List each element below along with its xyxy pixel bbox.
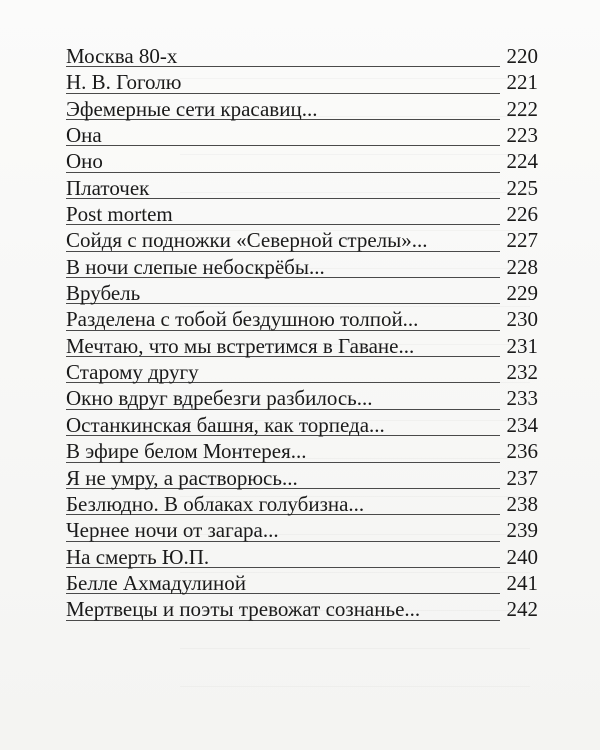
toc-entry-page-number: 234 xyxy=(506,412,538,437)
toc-entry-page-number: 241 xyxy=(506,570,538,595)
table-of-contents xyxy=(66,43,538,623)
toc-entry-page-number: 239 xyxy=(506,518,538,543)
toc-entry xyxy=(66,333,538,359)
toc-entry xyxy=(66,544,538,570)
toc-entry xyxy=(66,412,538,438)
toc-entry xyxy=(66,280,538,306)
toc-entry-page-number: 236 xyxy=(506,439,538,464)
toc-entry-page-number: 240 xyxy=(506,544,538,569)
toc-entry xyxy=(66,201,538,227)
toc-entry-title: На смерть Ю.П. xyxy=(66,544,210,569)
toc-entry-title: Старому другу xyxy=(66,360,199,385)
toc-entry-title: Мечтаю, что мы встретимся в Гаване... xyxy=(66,333,415,358)
toc-entry-page-number: 222 xyxy=(506,96,538,121)
toc-entry-title: Сойдя с подножки «Северной стрелы»... xyxy=(66,228,428,253)
toc-entry xyxy=(66,306,538,332)
toc-entry xyxy=(66,570,538,596)
toc-entry-page-number: 224 xyxy=(506,149,538,174)
toc-entry-page-number: 226 xyxy=(506,202,538,227)
toc-entry-page-number: 232 xyxy=(506,360,538,385)
toc-entry xyxy=(66,517,538,543)
toc-entry-title: Москва 80-х xyxy=(66,44,178,68)
toc-entry-page-number: 231 xyxy=(506,333,538,358)
toc-entry-title: Н. В. Гоголю xyxy=(66,70,182,95)
toc-entry-title: Разделена с тобой бездушною толпой... xyxy=(66,307,419,332)
toc-entry-page-number: 242 xyxy=(506,597,538,622)
toc-entry-title: Окно вдруг вдребезги разбилось... xyxy=(66,386,373,411)
toc-leader-line xyxy=(66,172,500,173)
toc-entry xyxy=(66,254,538,280)
toc-entry-title: Платочек xyxy=(66,175,150,200)
toc-entry xyxy=(66,491,538,517)
toc-leader-line xyxy=(66,145,500,146)
toc-entry xyxy=(66,596,538,622)
toc-entry-title: Мертвецы и поэты тревожат сознанье... xyxy=(66,597,421,622)
toc-entry-title: Она xyxy=(66,123,102,148)
toc-entry xyxy=(66,385,538,411)
toc-entry-title: Я не умру, а растворюсь... xyxy=(66,465,298,490)
toc-entry-page-number: 225 xyxy=(506,175,538,200)
toc-entry-page-number: 220 xyxy=(506,44,538,68)
toc-entry-page-number: 233 xyxy=(506,386,538,411)
toc-entry-title: Врубель xyxy=(66,281,141,306)
toc-entry-page-number: 230 xyxy=(506,307,538,332)
toc-entry xyxy=(66,122,538,148)
toc-entry-page-number: 223 xyxy=(506,123,538,148)
toc-entry xyxy=(66,438,538,464)
toc-entry xyxy=(66,465,538,491)
toc-entry-page-number: 221 xyxy=(506,70,538,95)
toc-entry xyxy=(66,148,538,174)
toc-entry-page-number: 237 xyxy=(506,465,538,490)
toc-entry-title: Белле Ахмадулиной xyxy=(66,570,246,595)
toc-entry-page-number: 228 xyxy=(506,254,538,279)
toc-entry xyxy=(66,69,538,95)
toc-entry-title: Оно xyxy=(66,149,103,174)
toc-entry-title: Безлюдно. В облаках голубизна... xyxy=(66,491,365,516)
toc-entry-title: Эфемерные сети красавиц... xyxy=(66,96,318,121)
toc-entry-title: Чернее ночи от загара... xyxy=(66,518,279,543)
toc-entry xyxy=(66,96,538,122)
toc-entry xyxy=(66,227,538,253)
toc-entry-title: Post mortem xyxy=(66,202,173,227)
toc-entry-title: В ночи слепые небоскрёбы... xyxy=(66,254,325,279)
toc-entry-page-number: 229 xyxy=(506,281,538,306)
toc-entry xyxy=(66,175,538,201)
toc-entry xyxy=(66,359,538,385)
toc-entry-title: В эфире белом Монтерея... xyxy=(66,439,307,464)
toc-entry-title: Останкинская башня, как торпеда... xyxy=(66,412,385,437)
toc-entry-page-number: 238 xyxy=(506,491,538,516)
toc-entry xyxy=(66,43,538,69)
toc-entry-page-number: 227 xyxy=(506,228,538,253)
